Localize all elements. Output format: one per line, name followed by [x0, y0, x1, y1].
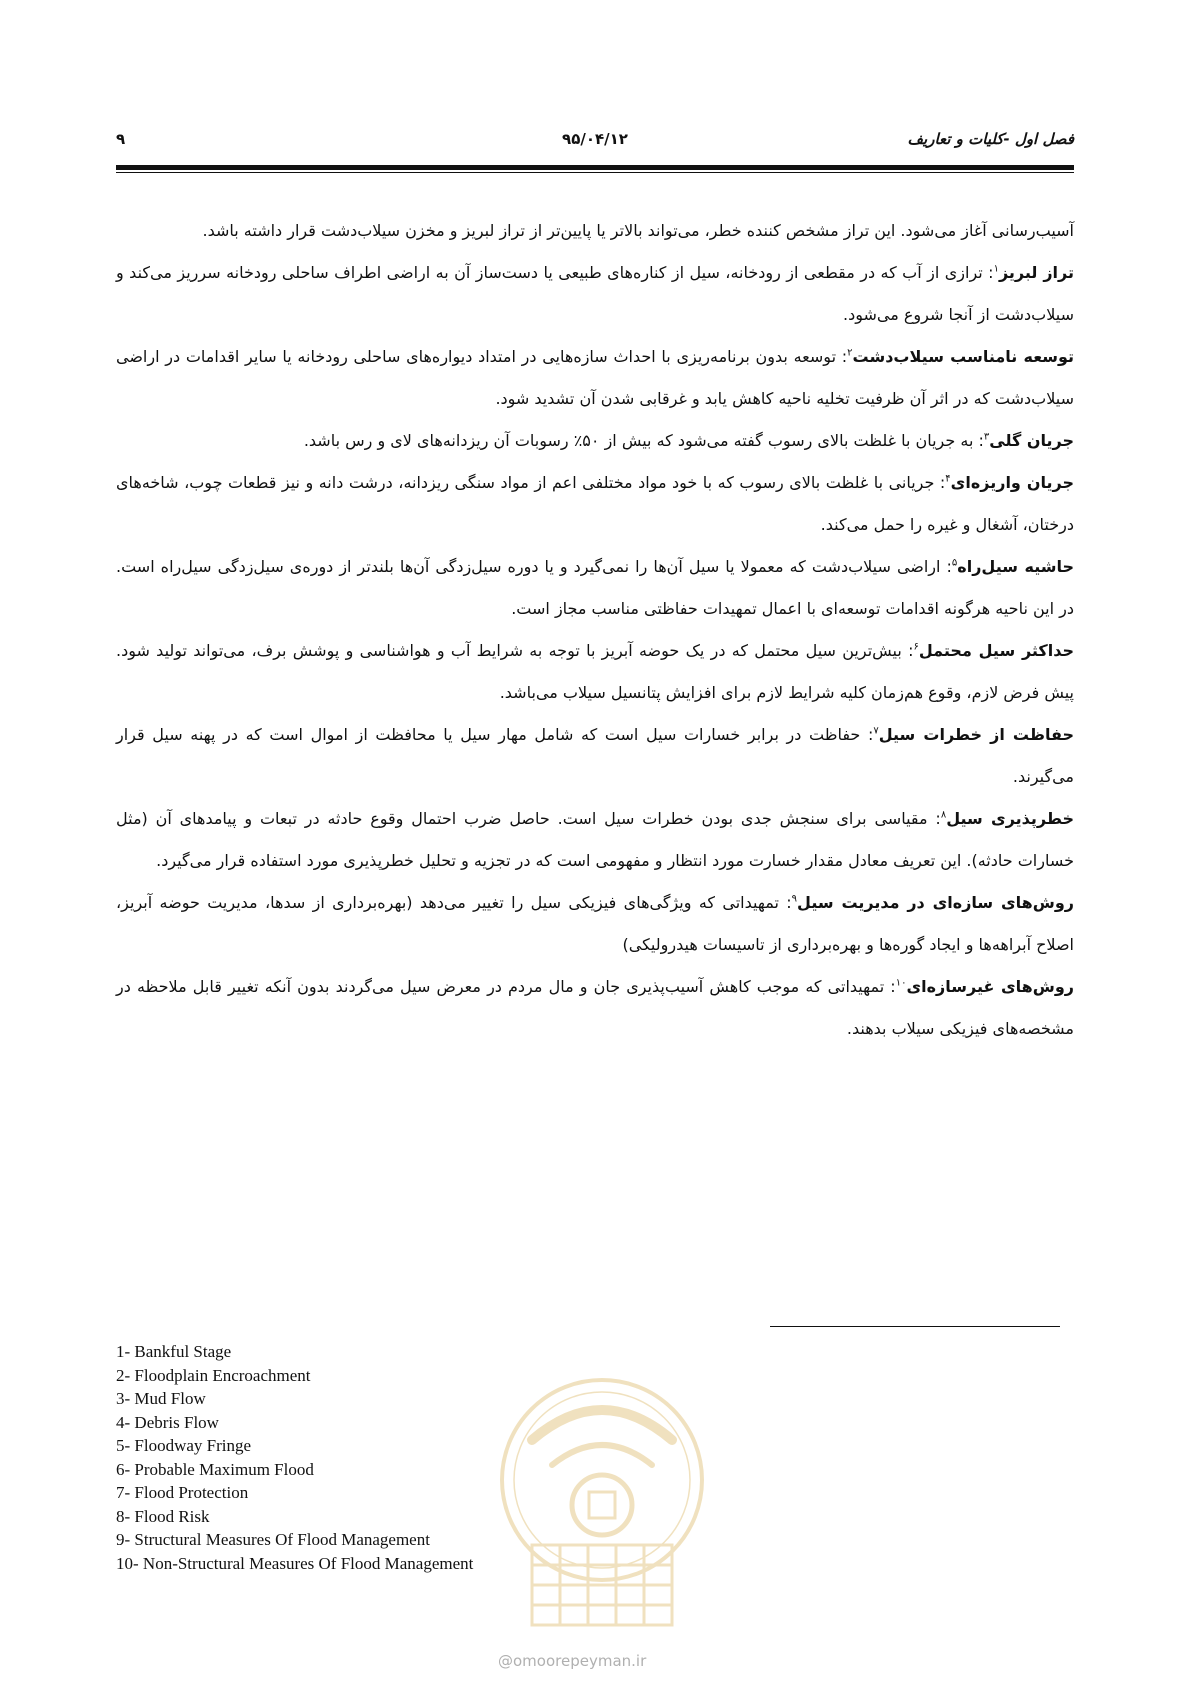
footnote-item: 7- Flood Protection	[116, 1483, 249, 1502]
footnote-ref: ۷	[873, 725, 879, 737]
definition-term: روش‌های سازه‌ای در مدیریت سیل	[797, 893, 1074, 912]
definition-text: : بیش‌ترین سیل محتمل که در یک حوضه آبریز با توجه به شرایط آب و هواشناسی و پوشش برف، می‌تواند تولید شود. پیش فرض لازم، وقوع هم‌زمان کلیه شرایط لازم برای افزایش پتانسیل سیلاب می‌باشد.	[116, 641, 1074, 702]
definition-text: : حفاظت در برابر خسارات سیل است که شامل مهار سیل یا محافظت از اموال است که در پهنه سیل قرار می‌گیرند.	[116, 725, 1074, 786]
body-text	[116, 210, 1074, 1050]
definition-term: حفاظت از خطرات سیل	[878, 725, 1074, 744]
definition-paragraph	[116, 546, 1074, 630]
footnote-item: 1- Bankful Stage	[116, 1342, 232, 1361]
definition-term: جریان گلی	[989, 431, 1074, 450]
page-number: ۹	[116, 130, 126, 148]
footnote-ref: ۸	[940, 809, 947, 821]
definition-paragraph	[116, 714, 1074, 798]
definition-term: حداکثر سیل محتمل	[918, 641, 1074, 660]
footnote-ref: ۵	[951, 557, 958, 569]
chapter-title: فصل اول -کلیات و تعاریف	[907, 130, 1074, 148]
header-date: ۹۵/۰۴/۱۲	[562, 130, 628, 148]
definition-text: : جریانی با غلظت بالای رسوب که با خود مواد مختلفی اعم از مواد سنگی ریزدانه، درشت دانه و نیز قطعات چوب، شاخه‌های درختان، آشغال و غیره را حمل می‌کند.	[116, 473, 1074, 534]
definition-text: : توسعه بدون برنامه‌ریزی با احداث سازه‌هایی در امتداد دیواره‌های ساحلی رودخانه یا سایر اقدامات در اراضی سیلاب‌دشت که در اثر آن ظرفیت تخلیه ناحیه کاهش یابد و غرقابی شدن آن تشدید شود.	[116, 347, 1074, 408]
definition-term: توسعه نامناسب سیلاب‌دشت	[852, 347, 1075, 366]
definition-term: روش‌های غیرسازه‌ای	[906, 977, 1075, 996]
definition-paragraph	[116, 462, 1074, 546]
definition-paragraph	[116, 336, 1074, 420]
footnote-item: 4- Debris Flow	[116, 1412, 219, 1432]
definition-term: تراز لبریز	[998, 263, 1074, 282]
footnotes	[116, 1340, 473, 1575]
footnote-ref: ۹	[791, 893, 798, 905]
footnote-ref: ۶	[913, 641, 919, 653]
page-header	[116, 130, 1074, 156]
footnote-separator	[770, 1326, 1060, 1327]
definition-paragraph	[116, 966, 1074, 1050]
header-rule-thick	[116, 165, 1074, 170]
definition-text: : مقیاسی برای سنجش جدی بودن خطرات سیل است. حاصل ضرب احتمال وقوع حادثه در تبعات و پیامدهای آن (مثل خسارات حادثه). این تعریف معادل مقدار خسارت مورد انتظار و مفهومی است که در تجزیه و تحلیل خطرپذیری مورد استفاده قرار می‌گیرد.	[116, 809, 1074, 870]
definition-text: : تمهیداتی که موجب کاهش آسیب‌پذیری جان و مال مردم در معرض سیل می‌گردند بدون آنکه تغییر قابل ملاحظه در مشخصه‌های فیزیکی سیلاب بدهند.	[116, 977, 1074, 1038]
footnote-item: 2- Floodplain Encroachment	[116, 1365, 311, 1385]
footnote-item: 3- Mud Flow	[116, 1389, 206, 1408]
definition-paragraph	[116, 882, 1074, 966]
definition-paragraph	[116, 420, 1074, 462]
footnote-ref: ۴	[945, 473, 951, 485]
footnote-ref: ۱۰	[895, 977, 907, 989]
definition-text: : ترازی از آب که در مقطعی از رودخانه، سیل از کناره‌های طبیعی یا دست‌ساز آن به اراضی اطراف ساحلی رودخانه سرریز می‌کند و سیلاب‌دشت از آنجا شروع می‌شود.	[116, 263, 1074, 324]
definition-text: : تمهیداتی که ویژگی‌های فیزیکی سیل را تغییر می‌دهد (بهره‌برداری از سدها، مدیریت حوضه آبریز، اصلاح آبراهه‌ها و ایجاد گوره‌ها و بهره‌برداری از تاسیسات هیدرولیکی)	[116, 893, 1074, 954]
paragraph	[116, 210, 1074, 252]
definition-paragraph	[116, 630, 1074, 714]
definition-term: جریان واریزه‌ای	[950, 473, 1075, 492]
footnote-item: 10- Non-Structural Measures Of Flood Management	[116, 1553, 474, 1573]
definition-term: حاشیه سیل‌راه	[957, 557, 1074, 576]
definition-paragraph	[116, 798, 1074, 882]
definition-paragraph	[116, 252, 1074, 336]
footnote-item: 8- Flood Risk	[116, 1506, 210, 1526]
footnote-item: 5- Floodway Fringe	[116, 1436, 252, 1455]
header-rule-thin	[116, 172, 1074, 173]
definition-text: : اراضی سیلاب‌دشت که معمولا یا سیل آن‌ها را نمی‌گیرد و یا دوره سیل‌زدگی آن‌ها بلندتر از دوره‌ی سیل‌زدگی سیل‌راه است. در این ناحیه هرگونه اقدامات توسعه‌ای با اعمال تمهیدات حفاظتی مناسب مجاز است.	[116, 557, 1074, 618]
footnote-ref: ۳	[983, 431, 990, 443]
footnote-ref: ۲	[847, 347, 853, 359]
definition-text: : به جریان با غلظت بالای رسوب گفته می‌شود که بیش از ۵۰٪ رسوبات آن ریزدانه‌های لای و رس باشد.	[303, 431, 984, 450]
footnote-item: 6- Probable Maximum Flood	[116, 1459, 314, 1479]
omoorepeyman-logo-icon	[492, 1370, 712, 1635]
watermark-url: @omoorepeyman.ir	[498, 1652, 647, 1670]
paragraph-text: آسیب‌رسانی آغاز می‌شود. این تراز مشخص کننده خطر، می‌تواند بالاتر یا پایین‌تر از تراز لبریز و مخزن سیلاب‌دشت قرار داشته باشد.	[202, 221, 1074, 240]
footnote-ref: ۱	[993, 263, 999, 275]
footnote-item: 9- Structural Measures Of Flood Management	[116, 1530, 430, 1549]
definition-term: خطرپذیری سیل	[946, 809, 1075, 828]
